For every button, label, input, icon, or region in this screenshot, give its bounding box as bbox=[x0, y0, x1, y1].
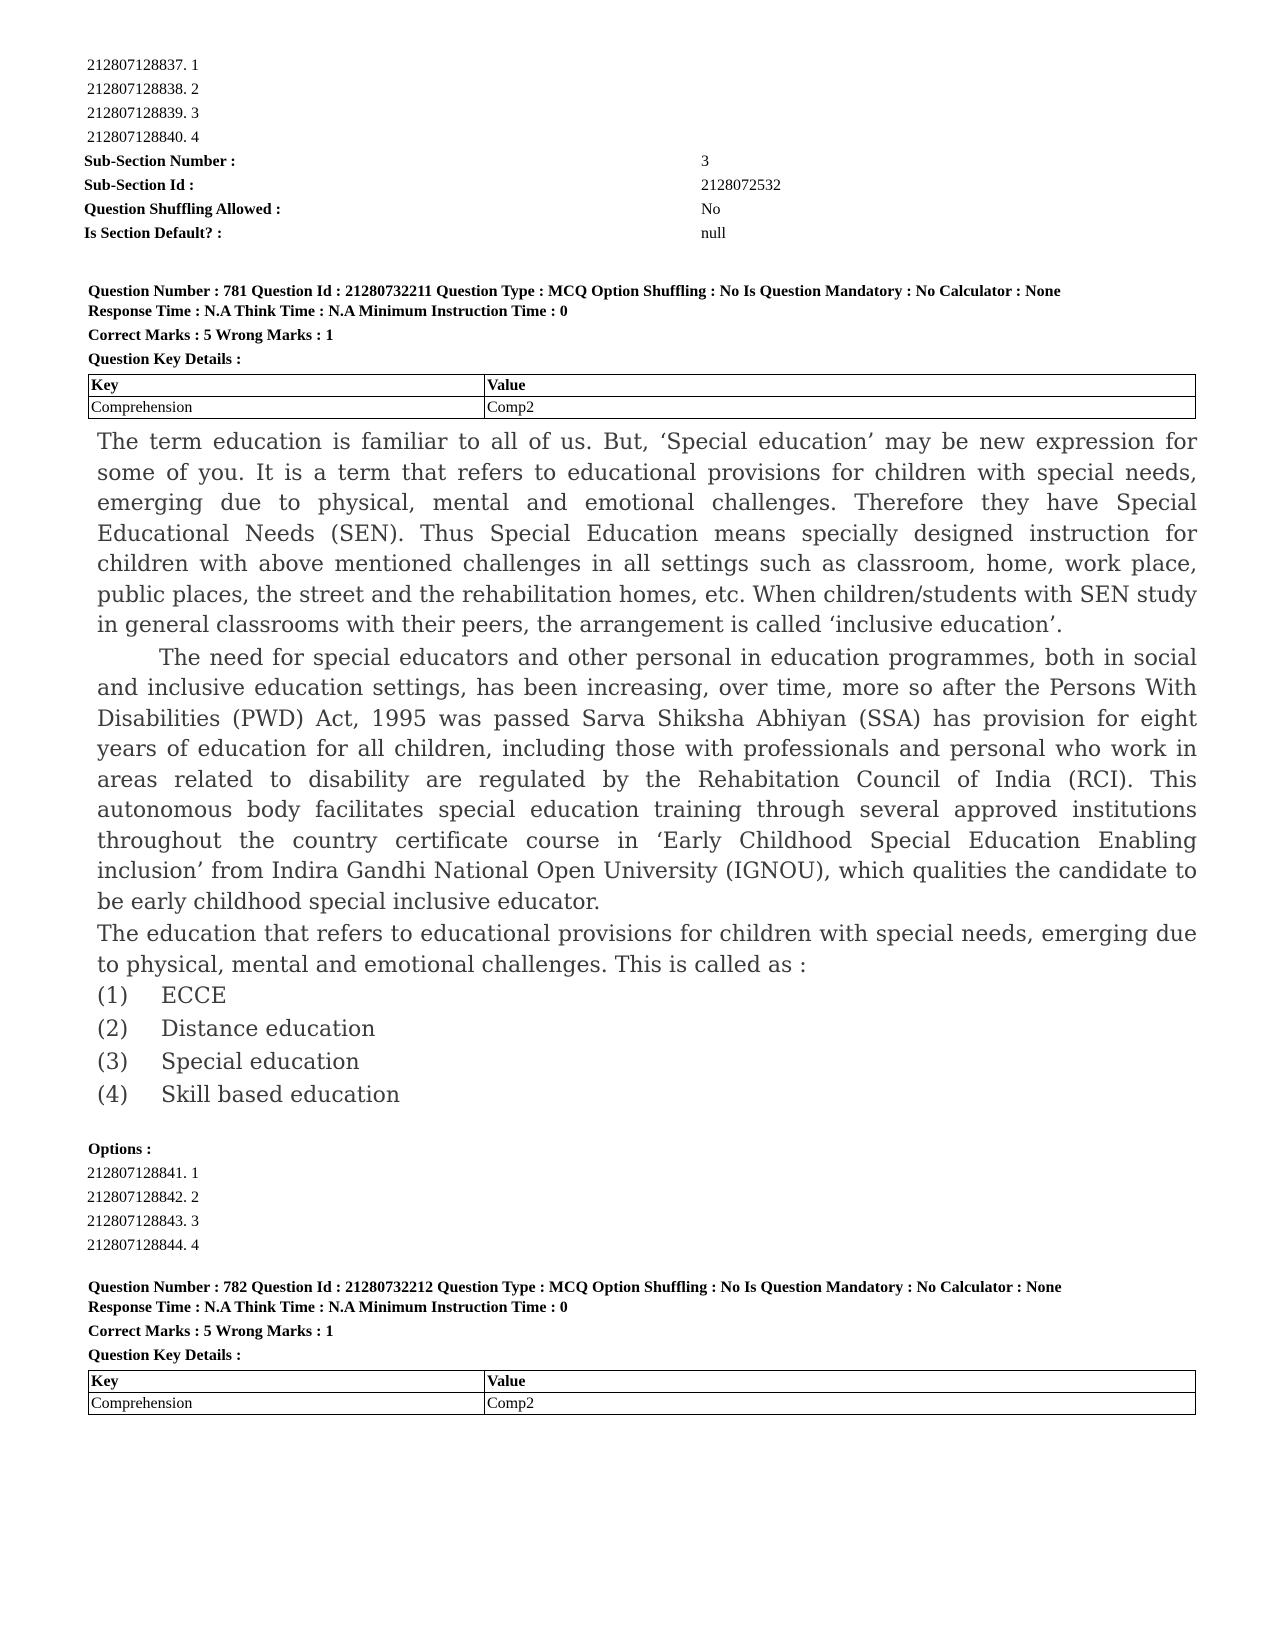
choice-text: Skill based education bbox=[161, 1083, 401, 1108]
table-header-key: Key bbox=[89, 375, 485, 397]
option-item: 212807128843. 3 bbox=[87, 1213, 199, 1230]
subsection-number-row bbox=[84, 150, 884, 174]
q781-header-line1: Question Number : 781 Question Id : 21280732211 Question Type : MCQ Option Shuffling : No Is Question Mandatory : No Calculator : None bbox=[88, 283, 1061, 300]
q781-marks: Correct Marks : 5 Wrong Marks : 1 bbox=[88, 327, 334, 344]
subsection-number-label: Sub-Section Number : bbox=[84, 153, 236, 170]
passage-paragraph-2: The need for special educators and other personal in education programmes, both in social and inclusive education settings, has been increasing, over time, more so after the Persons With Disabilities (PWD) Act, 1995 was passed Sarva Shiksha Abhiyan (SSA) has provision for eight years of education for all children, including those with professionals and personal who work in areas related to disability are regulated by the Rehabitation Council of India (RCI). This autonomous body facilitates special education training through several approved institutions throughout the country certificate course in ‘Early Childhood Special Education Enabling inclusion’ from Indira Gandhi National Open University (IGNOU), which qualities the candidate to be early childhood special inclusive educator. bbox=[97, 645, 1197, 915]
option-item: 212807128844. 4 bbox=[87, 1237, 199, 1254]
table-cell-key: Comprehension bbox=[89, 397, 485, 419]
table-cell-key: Comprehension bbox=[89, 1393, 485, 1415]
choice-4 bbox=[97, 1080, 400, 1112]
options-label: Options : bbox=[88, 1141, 152, 1158]
question-text: The education that refers to educational provisions for children with special needs, emerging due to physical, mental and emotional challenges. This is called as : bbox=[97, 922, 1197, 978]
q782-header-line2: Response Time : N.A Think Time : N.A Minimum Instruction Time : 0 bbox=[88, 1299, 568, 1316]
choice-3 bbox=[97, 1047, 360, 1079]
q782-key-table bbox=[88, 1370, 1196, 1415]
subsection-id-value: 2128072532 bbox=[701, 177, 781, 194]
choice-number: (3) bbox=[97, 1050, 129, 1075]
table-header-row bbox=[89, 1371, 1196, 1393]
table-header-value: Value bbox=[485, 1371, 1196, 1393]
choice-number: (2) bbox=[97, 1017, 129, 1042]
table-cell-value: Comp2 bbox=[485, 397, 1196, 419]
choice-number: (4) bbox=[97, 1083, 129, 1108]
q781-header-line2: Response Time : N.A Think Time : N.A Minimum Instruction Time : 0 bbox=[88, 303, 568, 320]
subsection-number-value: 3 bbox=[701, 153, 709, 170]
table-cell-value: Comp2 bbox=[485, 1393, 1196, 1415]
choice-number: (1) bbox=[97, 984, 129, 1009]
q781-key-details-label: Question Key Details : bbox=[88, 351, 242, 368]
section-default-value: null bbox=[701, 225, 726, 242]
section-default-label: Is Section Default? : bbox=[84, 225, 223, 242]
option-item: 212807128837. 1 bbox=[87, 57, 199, 74]
choice-1 bbox=[97, 981, 227, 1013]
question-shuffling-label: Question Shuffling Allowed : bbox=[84, 201, 281, 218]
option-item: 212807128842. 2 bbox=[87, 1189, 199, 1206]
choice-text: Distance education bbox=[161, 1017, 376, 1042]
question-shuffling-row bbox=[84, 198, 884, 222]
subsection-id-row bbox=[84, 174, 884, 198]
choice-text: Special education bbox=[161, 1050, 360, 1075]
table-row bbox=[89, 397, 1196, 419]
comprehension-passage bbox=[97, 428, 1197, 918]
q782-marks: Correct Marks : 5 Wrong Marks : 1 bbox=[88, 1323, 334, 1340]
options-list bbox=[87, 1162, 199, 1258]
table-row bbox=[89, 1393, 1196, 1415]
section-default-row bbox=[84, 222, 884, 246]
table-header-row bbox=[89, 375, 1196, 397]
option-item: 212807128839. 3 bbox=[87, 105, 199, 122]
q782-key-details-label: Question Key Details : bbox=[88, 1347, 242, 1364]
option-item: 212807128838. 2 bbox=[87, 81, 199, 98]
choice-2 bbox=[97, 1014, 375, 1046]
table-header-value: Value bbox=[485, 375, 1196, 397]
q782-header-line1: Question Number : 782 Question Id : 21280732212 Question Type : MCQ Option Shuffling : No Is Question Mandatory : No Calculator : None bbox=[88, 1279, 1062, 1296]
choice-text: ECCE bbox=[161, 984, 227, 1009]
question-shuffling-value: No bbox=[701, 201, 721, 218]
option-item: 212807128840. 4 bbox=[87, 129, 199, 146]
subsection-id-label: Sub-Section Id : bbox=[84, 177, 195, 194]
option-item: 212807128841. 1 bbox=[87, 1165, 199, 1182]
passage-paragraph-1: The term education is familiar to all of us. But, ‘Special education’ may be new expression for some of you. It is a term that refers to educational provisions for children with special needs, emerging due to physical, mental and emotional challenges. Therefore they have Special Educational Needs (SEN). Thus Special Education means specially designed instruction for children with above mentioned challenges in all settings such as classroom, home, work place, public places, the street and the rehabilitation homes, etc. When children/students with SEN study in general classrooms with their peers, the arrangement is called ‘inclusive education’. bbox=[97, 430, 1197, 638]
q781-key-table bbox=[88, 374, 1196, 419]
table-header-key: Key bbox=[89, 1371, 485, 1393]
previous-options-list bbox=[87, 54, 199, 150]
